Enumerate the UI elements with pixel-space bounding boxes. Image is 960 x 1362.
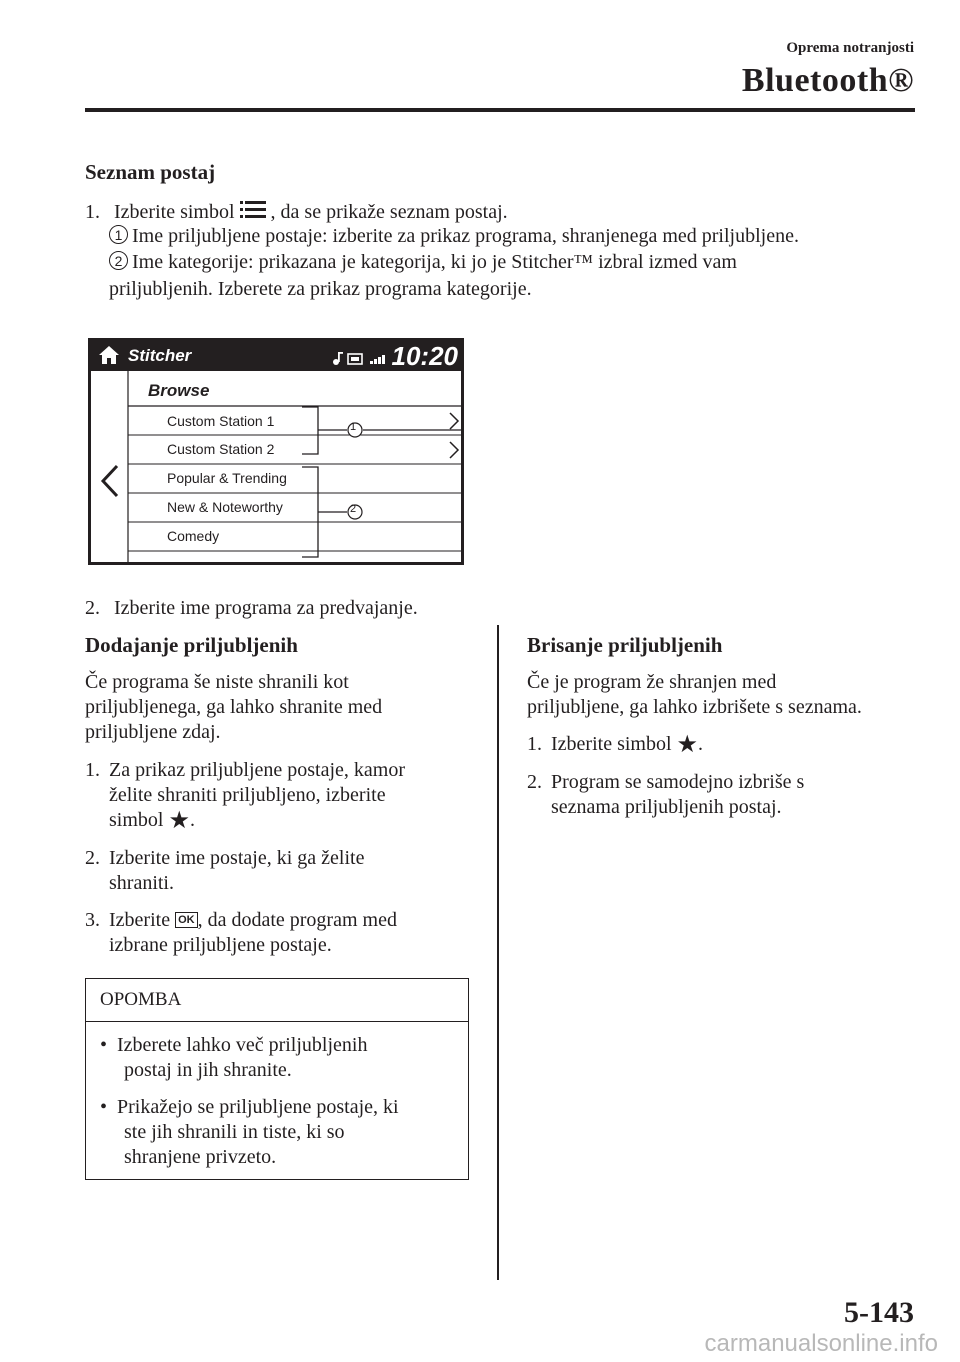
intro-line: Če je program že shranjen med bbox=[527, 671, 777, 693]
step-line: Izberite simbol bbox=[551, 733, 672, 755]
ok-button-icon: OK bbox=[175, 912, 198, 928]
note2-text-b: priljubljenih. Izberete za prikaz programa kategorije. bbox=[109, 278, 532, 300]
bullet-line: Prikažejo se priljubljene postaje, ki bbox=[117, 1096, 399, 1118]
note1-text: Ime priljubljene postaje: izberite za prikaz programa, shranjenega med priljubljene. bbox=[132, 225, 799, 247]
step-line: Izberite ime postaje, ki ga želite bbox=[109, 847, 365, 869]
note-box bbox=[85, 978, 469, 1180]
category-row-3[interactable]: Comedy bbox=[167, 528, 220, 544]
note-bullet-1: • Izberete lahko več priljubljenih postaj in jih shranite. bbox=[100, 1034, 368, 1081]
dodajanje-step3 bbox=[85, 908, 397, 958]
note-header bbox=[86, 979, 468, 1022]
brisanje-intro bbox=[527, 670, 862, 720]
screen-title: Stitcher bbox=[128, 346, 192, 365]
dodajanje-intro bbox=[85, 670, 382, 745]
note2-text-a: Ime kategorije: prikazana je kategorija, ki jo je Stitcher™ izbral izmed vam bbox=[132, 251, 737, 273]
list-icon bbox=[240, 199, 266, 221]
page-number: 5-143 bbox=[844, 1296, 914, 1329]
callout-1-icon: 1 bbox=[109, 225, 128, 244]
step1 bbox=[85, 199, 508, 225]
screen-lines bbox=[91, 371, 461, 562]
note2 bbox=[109, 250, 737, 275]
bullet-line: ste jih shranili in tiste, ki so bbox=[124, 1121, 345, 1143]
watermark: carmanualsonline.info bbox=[704, 1330, 938, 1357]
step-line: seznama priljubljenih postaj. bbox=[551, 796, 782, 818]
bullet-line: postaj in jih shranite. bbox=[124, 1059, 292, 1081]
category-row-1[interactable]: Popular & Trending bbox=[167, 470, 287, 486]
intro-line: priljubljene zdaj. bbox=[85, 721, 221, 743]
step2-number: 2. bbox=[85, 597, 100, 619]
step-number: 1. bbox=[85, 759, 100, 781]
step-line: Za prikaz priljubljene postaje, kamor bbox=[109, 759, 406, 781]
step2 bbox=[85, 596, 418, 621]
step-number: 1. bbox=[527, 733, 542, 755]
note-bullet-2: • Prikažejo se priljubljene postaje, ki ste jih shranili in tiste, ki so shranjene privzeto. bbox=[100, 1096, 399, 1168]
bullet-line: Izberete lahko več priljubljenih bbox=[117, 1034, 368, 1056]
stitcher-screen bbox=[88, 338, 464, 565]
dodajanje-step2 bbox=[85, 846, 364, 896]
star-icon: ★ bbox=[676, 730, 699, 758]
brisanje-step2 bbox=[527, 770, 804, 820]
step1-text-a: Izberite simbol bbox=[114, 201, 235, 223]
step-line: , da dodate program med bbox=[197, 909, 397, 931]
battery-icon bbox=[348, 354, 362, 364]
intro-line: priljubljenega, ga lahko shranite med bbox=[85, 696, 383, 718]
heading-seznam: Seznam postaj bbox=[85, 160, 216, 184]
home-icon[interactable] bbox=[98, 345, 120, 365]
step1-number: 1. bbox=[85, 201, 100, 223]
step-line: izbrane priljubljene postaje. bbox=[109, 934, 332, 956]
note-title: OPOMBA bbox=[100, 989, 182, 1010]
chevron-right-icon bbox=[450, 413, 458, 429]
step-line: Program se samodejno izbriše s bbox=[551, 771, 805, 793]
station-row-2[interactable]: Custom Station 2 bbox=[167, 441, 275, 457]
callout-1-label: 1 bbox=[350, 421, 357, 433]
intro-line: priljubljene, ga lahko izbrišete s seznama. bbox=[527, 696, 862, 718]
bullet-line: shranjene privzeto. bbox=[124, 1146, 277, 1168]
step-number: 3. bbox=[85, 909, 100, 931]
intro-line: Če programa še niste shranili kot bbox=[85, 671, 349, 693]
brisanje-step1: 1. Izberite simbol ★. bbox=[527, 730, 704, 758]
step1-text-b: , da se prikaže seznam postaj. bbox=[270, 201, 508, 223]
header-rule bbox=[85, 108, 915, 112]
browse-heading: Browse bbox=[148, 381, 210, 400]
step2-text: Izberite ime programa za predvajanje. bbox=[114, 597, 418, 619]
dodajanje-step1: 1. Za prikaz priljubljene postaje, kamor želite shraniti priljubljeno, izberite simbol ★. bbox=[85, 759, 406, 834]
chevron-right-icon bbox=[450, 442, 458, 458]
step-number: 2. bbox=[85, 847, 100, 869]
note1 bbox=[109, 224, 799, 249]
step-line: Izberite bbox=[109, 909, 171, 931]
callout-2-label: 2 bbox=[350, 503, 357, 515]
column-divider bbox=[497, 625, 499, 1280]
heading-dodajanje: Dodajanje priljubljenih bbox=[85, 633, 298, 657]
step-line: shraniti. bbox=[109, 872, 174, 894]
category-row-2[interactable]: New & Noteworthy bbox=[167, 499, 283, 515]
back-chevron-icon bbox=[103, 466, 117, 496]
page-title: Bluetooth® bbox=[741, 62, 914, 99]
callout-2-icon: 2 bbox=[109, 251, 128, 270]
section-title: Oprema notranjosti bbox=[786, 40, 914, 56]
step-line: želite shraniti priljubljeno, izberite bbox=[109, 784, 386, 806]
screen-clock: 10:20 bbox=[391, 341, 458, 371]
status-icons bbox=[332, 350, 392, 366]
step-line: simbol bbox=[109, 809, 164, 831]
screen-content bbox=[91, 371, 461, 562]
signal-icon bbox=[370, 355, 385, 364]
music-note-icon bbox=[333, 352, 343, 365]
step-number: 2. bbox=[527, 771, 542, 793]
star-icon: ★ bbox=[168, 806, 190, 834]
heading-brisanje: Brisanje priljubljenih bbox=[527, 633, 723, 657]
station-row-1[interactable]: Custom Station 1 bbox=[167, 413, 275, 429]
